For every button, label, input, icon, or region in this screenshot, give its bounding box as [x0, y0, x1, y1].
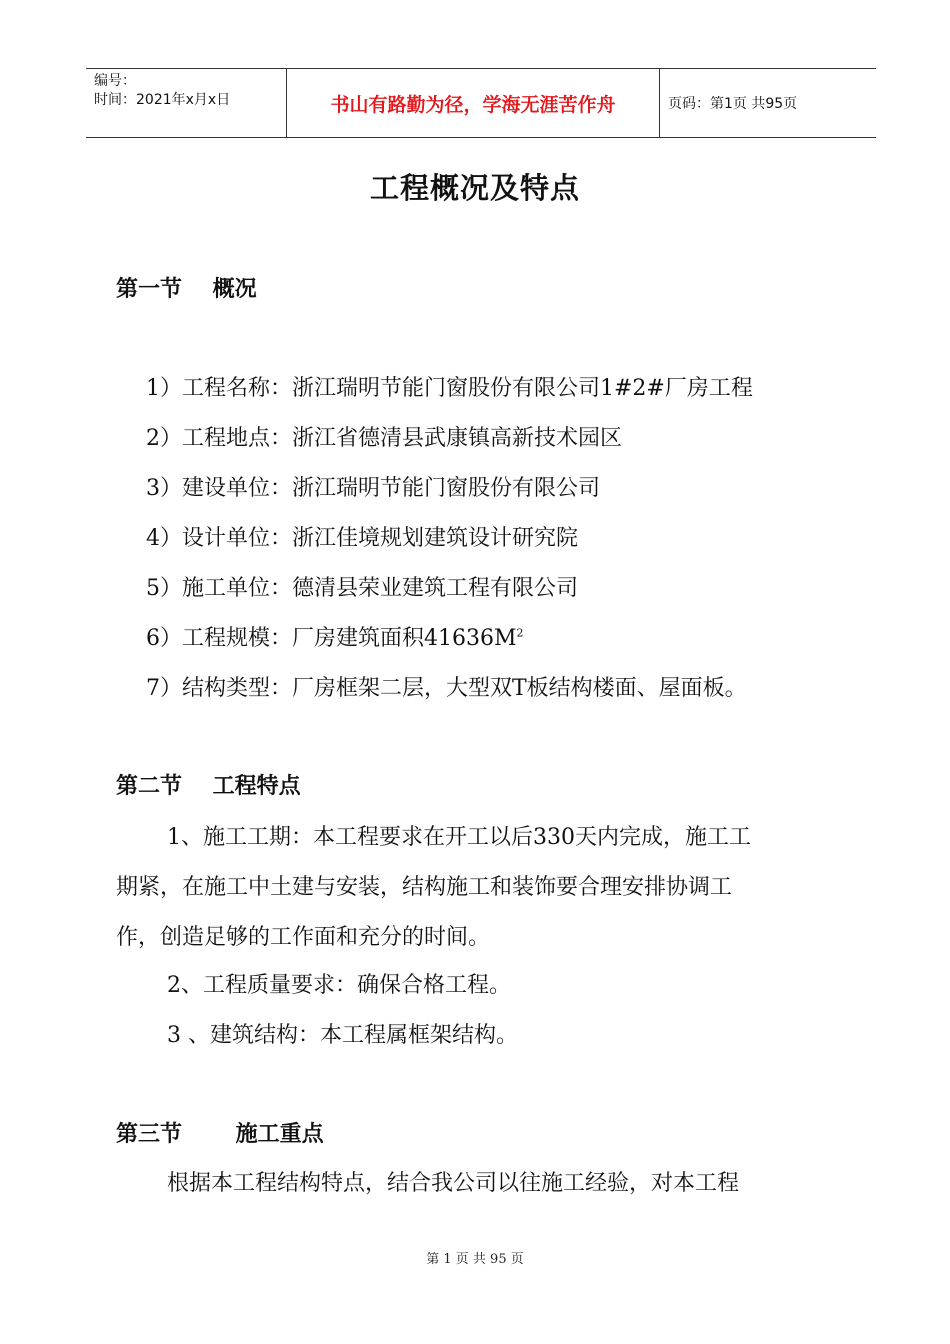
paragraph-line: 作，创造足够的工作面和充分的时间。 — [116, 925, 491, 950]
paragraph-line: 根据本工程结构特点，结合我公司以往施工经验，对本工程 — [167, 1171, 740, 1196]
header-number-label: 编号： — [94, 73, 136, 89]
paragraph-line: 2、工程质量要求：确保合格工程。 — [167, 973, 511, 998]
document-header — [86, 68, 876, 138]
area-superscript: 2 — [516, 626, 524, 640]
section-2-heading: 第二节 工程特点 — [116, 774, 301, 799]
list-item: 3）建设单位：浙江瑞明节能门窗股份有限公司 — [146, 476, 600, 501]
page-footer: 第 1 页 共 95 页 — [426, 1252, 524, 1267]
paragraph-line: 期紧，在施工中土建与安装，结构施工和装饰要合理安排协调工 — [116, 875, 733, 900]
list-item: 5）施工单位：德清县荣业建筑工程有限公司 — [146, 576, 578, 601]
section-1-heading: 第一节 概况 — [116, 277, 257, 302]
header-meta — [86, 69, 287, 137]
paragraph-line: 1、施工工期：本工程要求在开工以后330天内完成，施工工 — [167, 825, 751, 850]
list-item: 1）工程名称：浙江瑞明节能门窗股份有限公司1#2#厂房工程 — [146, 376, 753, 401]
paragraph-line: 3 、建筑结构：本工程属框架结构。 — [167, 1023, 518, 1048]
header-motto: 书山有路勤为径，学海无涯苦作舟 — [287, 69, 660, 137]
list-item: 2）工程地点：浙江省德清县武康镇高新技术园区 — [146, 426, 622, 451]
list-item: 7）结构类型：厂房框架二层，大型双T板结构楼面、屋面板。 — [146, 676, 747, 701]
header-page-label: 页码：第1页 共95页 — [668, 96, 798, 112]
list-item: 4）设计单位：浙江佳境规划建筑设计研究院 — [146, 526, 578, 551]
list-item-area — [146, 621, 524, 652]
document-title: 工程概况及特点 — [369, 171, 580, 205]
section-3-heading: 第三节 施工重点 — [116, 1122, 324, 1147]
area-text: 6）工程规模：厂房建筑面积41636M — [146, 626, 517, 651]
header-time-label: 时间：2021年x月x日 — [94, 92, 231, 108]
